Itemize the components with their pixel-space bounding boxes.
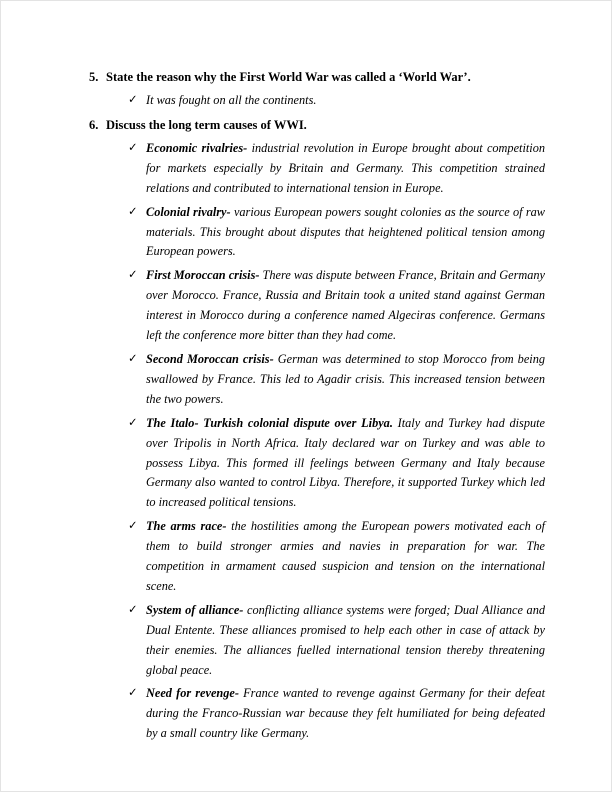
answer-item bbox=[128, 350, 545, 410]
answer-text-block bbox=[146, 601, 545, 681]
checkmark-icon: ✓ bbox=[128, 205, 138, 218]
checkmark-icon: ✓ bbox=[128, 352, 138, 365]
answer-item bbox=[128, 517, 545, 597]
answer-text-block bbox=[146, 684, 545, 744]
answer-body: various European powers sought colonies as the source of raw materials. This brought about disputes that heightened political tension among European powers. bbox=[146, 204, 546, 259]
question-number: 5. bbox=[89, 70, 99, 84]
answer-lead: First Moroccan crisis- bbox=[146, 268, 260, 283]
answer-lead: System of alliance- bbox=[146, 602, 244, 617]
answer-body: the hostilities among the European powers motivated each of them to build stronger armies and navies in preparation for war. The competition in armament caused suspicion and tension on the international scene. bbox=[146, 519, 546, 593]
answer-item bbox=[128, 601, 545, 681]
questions-list bbox=[89, 67, 545, 744]
answer-lead: Need for revenge- bbox=[146, 686, 239, 701]
answer-text-block bbox=[146, 517, 545, 597]
question-block bbox=[89, 67, 545, 111]
answer-item bbox=[128, 203, 545, 263]
answer-text-block bbox=[146, 139, 545, 199]
answer-item bbox=[128, 91, 545, 111]
answer-item bbox=[128, 684, 545, 744]
answer-item bbox=[128, 414, 545, 514]
answer-text-block bbox=[146, 266, 545, 346]
checkmark-icon: ✓ bbox=[128, 416, 138, 429]
answer-body: It was fought on all the continents. bbox=[146, 93, 317, 107]
answer-body: German was determined to stop Morocco from being swallowed by France. This led to Agadir crisis. This increased tension between the two powers. bbox=[146, 351, 545, 406]
checkmark-icon: ✓ bbox=[128, 603, 138, 616]
answer-text-block bbox=[146, 203, 545, 263]
checkmark-icon: ✓ bbox=[128, 520, 138, 533]
answer-body: France wanted to revenge against Germany for their defeat during the Franco-Russian war because they felt humiliated for being defeated by a small country like Germany. bbox=[146, 686, 545, 741]
answer-lead: The Italo- Turkish colonial dispute over Libya. bbox=[146, 415, 393, 430]
answer-item bbox=[128, 266, 545, 346]
answer-item bbox=[128, 139, 545, 199]
answers-list bbox=[128, 91, 545, 111]
answers-list bbox=[128, 139, 545, 744]
answer-text-block bbox=[146, 91, 545, 111]
answer-text-block bbox=[146, 414, 545, 514]
answer-body: industrial revolution in Europe brought about competition for markets especially by Britain and Germany. This competition strained relations and contributed to international tension in Europe. bbox=[146, 140, 545, 195]
checkmark-icon: ✓ bbox=[128, 269, 138, 282]
question-title: Discuss the long term causes of WWI. bbox=[106, 117, 307, 132]
checkmark-icon: ✓ bbox=[128, 94, 138, 106]
answer-body: Italy and Turkey had dispute over Tripolis in North Africa. Italy declared war on Turkey and was able to possess Libya. This formed ill feelings between Germany and Italy because Germany also wanted to control Libya. Therefore, it supported Turkey which led to increased political tensions. bbox=[146, 415, 545, 510]
answer-text-block bbox=[146, 350, 545, 410]
question-heading bbox=[89, 115, 545, 135]
answer-body: conflicting alliance systems were forged; Dual Alliance and Dual Entente. These alliances promised to help each other in case of attack by their enemies. The alliances fuelled international tension thereby threatening global peace. bbox=[146, 602, 546, 677]
checkmark-icon: ✓ bbox=[128, 141, 138, 154]
answer-body: There was dispute between France, Britain and Germany over Morocco. France, Russia and Britain took a united stand against German interest in Morocco during a conference named Algeciras conference. Germans left the conference more bitter than they had come. bbox=[146, 268, 545, 343]
question-block bbox=[89, 115, 545, 744]
answer-lead: The arms race- bbox=[146, 519, 227, 534]
answer-lead: Second Moroccan crisis- bbox=[146, 351, 274, 366]
checkmark-icon: ✓ bbox=[128, 687, 138, 700]
question-number: 6. bbox=[89, 117, 99, 132]
question-title: State the reason why the First World War was called a ‘World War’. bbox=[106, 70, 471, 84]
question-heading bbox=[89, 67, 545, 87]
answer-lead: Economic rivalries- bbox=[146, 140, 248, 155]
answer-lead: Colonial rivalry- bbox=[146, 204, 231, 219]
